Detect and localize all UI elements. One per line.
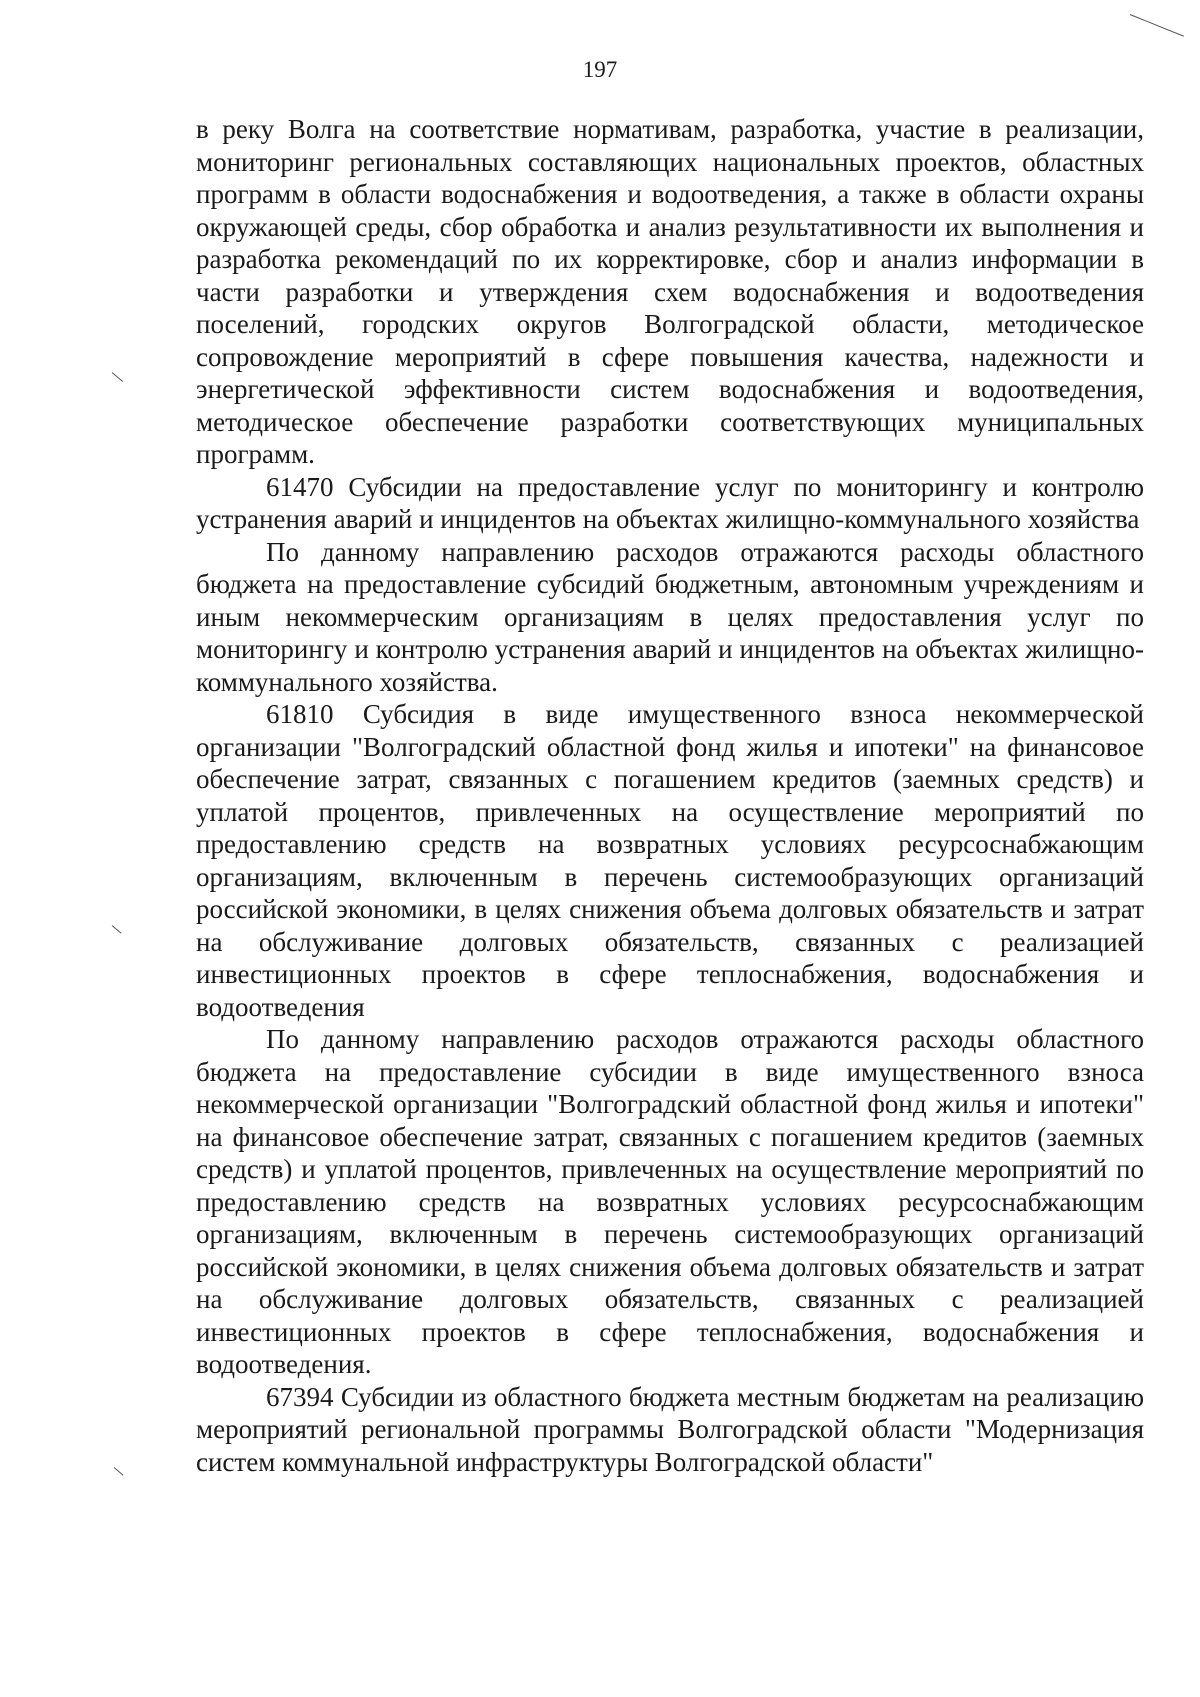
paragraph-heading-61810: 61810 Субсидия в виде имущественного взноса некоммерческой организации "Волгоградский областной фонд жилья и ипотеки" на финансовое обеспечение затрат, связанных с погашением кредитов (заемных средств) и уплатой процентов, привлеченных на осуществление мероприятий по предоставлению средств на возвратных условиях ресурсоснабжающим организациям, включенным в перечень системообразующих организаций российской экономики, в целях снижения объема долговых обязательств и затрат на обслуживание долговых обязательств, связанных с реализацией инвестиционных проектов в сфере теплоснабжения, водоснабжения и водоотведения bbox=[196, 699, 1144, 1022]
page-number: 197 bbox=[582, 57, 618, 82]
paragraph-heading-61470: 61470 Субсидии на предоставление услуг по мониторингу и контролю устранения аварий и инцидентов на объектах жилищно-коммунального хозяйства bbox=[196, 471, 1144, 534]
scan-mark-top-right bbox=[1130, 14, 1184, 37]
paragraph-heading-67394: 67394 Субсидии из областного бюджета местным бюджетам на реализацию мероприятий региональной программы Волгоградской области "Модернизация систем коммунальной инфраструктуры Волгоградской области" bbox=[196, 1381, 1144, 1477]
body-text bbox=[196, 113, 1144, 1478]
paragraph-description-61470: По данному направлению расходов отражаются расходы областного бюджета на предоставление субсидий бюджетным, автономным учреждениям и иным некоммерческим организациям в целях предоставления услуг по мониторингу и контролю устранения аварий и инцидентов на объектах жилищно-коммунального хозяйства. bbox=[196, 536, 1144, 697]
scan-mark-left-1 bbox=[112, 372, 123, 382]
paragraph-description-61810: По данному направлению расходов отражаются расходы областного бюджета на предоставление субсидии в виде имущественного взноса некоммерческой организации "Волгоградский областной фонд жилья и ипотеки" на финансовое обеспечение затрат, связанных с погашением кредитов (заемных средств) и уплатой процентов, привлеченных на осуществление мероприятий по предоставлению средств на возвратных условиях ресурсоснабжающим организациям, включенным в перечень системообразующих организаций российской экономики, в целях снижения объема долговых обязательств и затрат на обслуживание долговых обязательств, связанных с реализацией инвестиционных проектов в сфере теплоснабжения, водоснабжения и водоотведения. bbox=[196, 1024, 1144, 1379]
scan-mark-left-2 bbox=[112, 925, 122, 933]
paragraph-continuation: в реку Волга на соответствие нормативам, разработка, участие в реализации, мониторинг региональных составляющих национальных проектов, областных программ в области водоснабжения и водоотведения, а также в области охраны окружающей среды, сбор обработка и анализ результативности их выполнения и разработка рекомендаций по их корректировке, сбор и анализ информации в части разработки и утверждения схем водоснабжения и водоотведения поселений, городских округов Волгоградской области, методическое сопровождение мероприятий в сфере повышения качества, надежности и энергетической эффективности систем водоснабжения и водоотведения, методическое обеспечение разработки соответствующих муниципальных программ. bbox=[196, 114, 1144, 469]
scan-mark-left-3 bbox=[114, 1467, 124, 1475]
